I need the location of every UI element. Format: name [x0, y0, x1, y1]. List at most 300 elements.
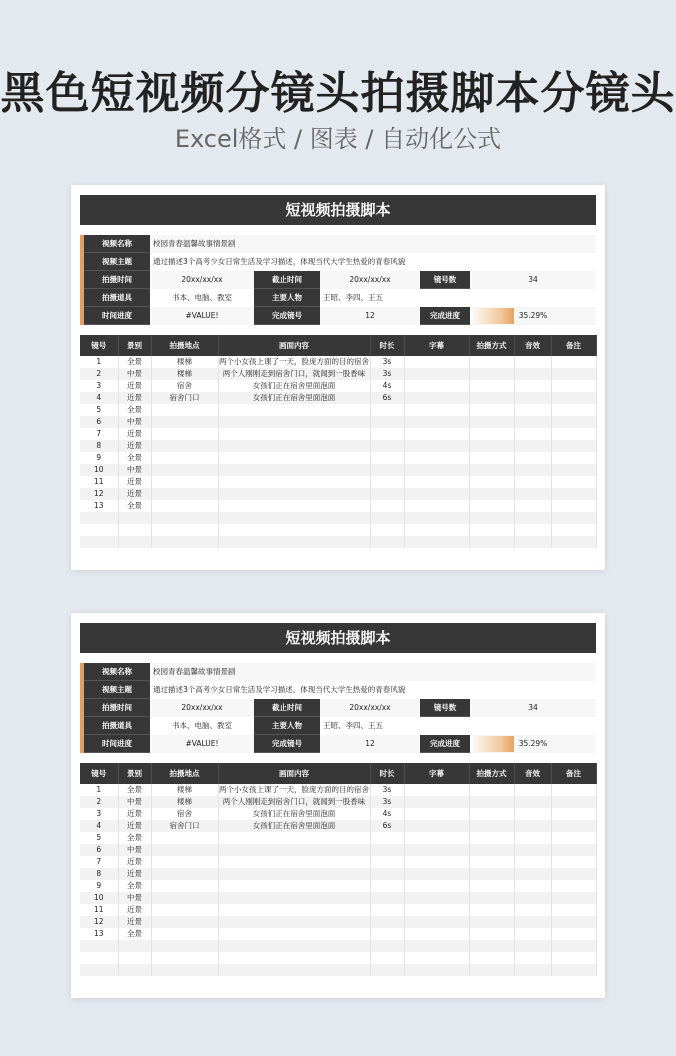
cell-subtitle[interactable]: [404, 856, 469, 868]
cell-notes[interactable]: [551, 868, 596, 880]
cell-shot-no[interactable]: 9: [80, 452, 118, 464]
header-col-content[interactable]: 画面内容: [218, 335, 370, 356]
cell-shot-no[interactable]: 6: [80, 844, 118, 856]
cell-method[interactable]: [469, 796, 514, 808]
cell-shot-no[interactable]: 11: [80, 476, 118, 488]
cell-shot-no[interactable]: 13: [80, 500, 118, 512]
cell-shot-no[interactable]: 7: [80, 856, 118, 868]
value-characters[interactable]: 王昭、李四、王五: [323, 293, 383, 302]
cell-location[interactable]: [151, 868, 218, 880]
cell-method[interactable]: [469, 368, 514, 380]
cell-shot-no[interactable]: 10: [80, 464, 118, 476]
cell-method[interactable]: [469, 820, 514, 832]
cell-notes[interactable]: [551, 392, 596, 404]
cell-shot-no[interactable]: [80, 952, 118, 964]
cell-subtitle[interactable]: [404, 380, 469, 392]
cell-notes[interactable]: [551, 536, 596, 548]
header-col-shot-size[interactable]: 景别: [118, 763, 151, 784]
cell-location[interactable]: [151, 952, 218, 964]
cell-notes[interactable]: [551, 784, 596, 796]
cell-notes[interactable]: [551, 488, 596, 500]
cell-shot-size[interactable]: 近景: [118, 820, 151, 832]
header-col-duration[interactable]: 时长: [370, 763, 404, 784]
cell-sound[interactable]: [514, 380, 551, 392]
cell-notes[interactable]: [551, 928, 596, 940]
cell-method[interactable]: [469, 356, 514, 368]
cell-location[interactable]: [151, 844, 218, 856]
cell-notes[interactable]: [551, 892, 596, 904]
cell-notes[interactable]: [551, 856, 596, 868]
cell-sound[interactable]: [514, 964, 551, 976]
header-col-shot-no[interactable]: 镜号: [80, 335, 118, 356]
cell-notes[interactable]: [551, 820, 596, 832]
cell-shot-size[interactable]: 近景: [118, 476, 151, 488]
cell-content[interactable]: [218, 928, 370, 940]
cell-method[interactable]: [469, 928, 514, 940]
cell-shot-no[interactable]: 5: [80, 404, 118, 416]
cell-notes[interactable]: [551, 904, 596, 916]
cell-subtitle[interactable]: [404, 844, 469, 856]
value-deadline[interactable]: 20xx/xx/xx: [349, 275, 391, 284]
cell-method[interactable]: [469, 428, 514, 440]
header-col-subtitle[interactable]: 字幕: [404, 335, 469, 356]
cell-content[interactable]: [218, 892, 370, 904]
cell-notes[interactable]: [551, 464, 596, 476]
progress-cell[interactable]: [470, 307, 596, 325]
cell-method[interactable]: [469, 904, 514, 916]
cell-shot-no[interactable]: [80, 524, 118, 536]
cell-notes[interactable]: [551, 832, 596, 844]
cell-subtitle[interactable]: [404, 868, 469, 880]
cell-duration[interactable]: 3s: [370, 784, 404, 796]
cell-content[interactable]: [218, 404, 370, 416]
cell-shot-no[interactable]: [80, 964, 118, 976]
cell-shot-no[interactable]: 5: [80, 832, 118, 844]
cell-notes[interactable]: [551, 940, 596, 952]
cell-content[interactable]: [218, 440, 370, 452]
cell-location[interactable]: 楼梯: [151, 356, 218, 368]
cell-shot-size[interactable]: 全景: [118, 404, 151, 416]
cell-sound[interactable]: [514, 524, 551, 536]
cell-subtitle[interactable]: [404, 904, 469, 916]
cell-subtitle[interactable]: [404, 404, 469, 416]
cell-method[interactable]: [469, 808, 514, 820]
cell-duration[interactable]: [370, 404, 404, 416]
value-video-theme[interactable]: 通过描述3个高考少女日常生活及学习描述，体现当代大学生热爱的青春风貌: [153, 257, 406, 266]
cell-location[interactable]: 宿舍: [151, 808, 218, 820]
cell-content[interactable]: 两个小女孩上课了一天，脸庞方面的目的宿舍: [219, 785, 369, 794]
cell-content[interactable]: 女孩们正在宿舍里面泡面: [218, 808, 370, 820]
cell-location[interactable]: 楼梯: [151, 368, 218, 380]
cell-content[interactable]: [218, 524, 370, 536]
cell-location[interactable]: [151, 440, 218, 452]
cell-shot-size[interactable]: [118, 964, 151, 976]
value-video-name[interactable]: 校园青春温馨故事情景剧: [153, 667, 236, 676]
header-col-location[interactable]: 拍摄地点: [151, 763, 218, 784]
cell-duration[interactable]: [370, 892, 404, 904]
cell-subtitle[interactable]: [404, 784, 469, 796]
cell-subtitle[interactable]: [404, 796, 469, 808]
cell-location[interactable]: [151, 832, 218, 844]
cell-shot-no[interactable]: 7: [80, 428, 118, 440]
cell-sound[interactable]: [514, 952, 551, 964]
cell-notes[interactable]: [551, 916, 596, 928]
value-video-name[interactable]: 校园青春温馨故事情景剧: [153, 239, 236, 248]
cell-sound[interactable]: [514, 808, 551, 820]
cell-notes[interactable]: [551, 476, 596, 488]
cell-subtitle[interactable]: [404, 368, 469, 380]
cell-duration[interactable]: 3s: [370, 796, 404, 808]
cell-sound[interactable]: [514, 904, 551, 916]
cell-duration[interactable]: [370, 964, 404, 976]
cell-content[interactable]: 女孩们正在宿舍里面泡面: [218, 820, 370, 832]
cell-notes[interactable]: [551, 808, 596, 820]
cell-duration[interactable]: 3s: [370, 356, 404, 368]
cell-subtitle[interactable]: [404, 500, 469, 512]
header-col-method[interactable]: 拍摄方式: [469, 335, 514, 356]
cell-sound[interactable]: [514, 440, 551, 452]
cell-shot-no[interactable]: 8: [80, 440, 118, 452]
cell-subtitle[interactable]: [404, 940, 469, 952]
value-shoot-time[interactable]: 20xx/xx/xx: [181, 703, 223, 712]
cell-shot-no[interactable]: [80, 940, 118, 952]
cell-shot-size[interactable]: 近景: [118, 868, 151, 880]
cell-method[interactable]: [469, 476, 514, 488]
cell-content[interactable]: [218, 952, 370, 964]
cell-shot-no[interactable]: 3: [80, 380, 118, 392]
cell-shot-size[interactable]: 全景: [118, 880, 151, 892]
cell-notes[interactable]: [551, 524, 596, 536]
cell-shot-size[interactable]: 近景: [118, 904, 151, 916]
cell-duration[interactable]: [370, 440, 404, 452]
cell-notes[interactable]: [551, 404, 596, 416]
header-col-shot-no[interactable]: 镜号: [80, 763, 118, 784]
cell-method[interactable]: [469, 844, 514, 856]
cell-shot-no[interactable]: 2: [80, 796, 118, 808]
cell-subtitle[interactable]: [404, 392, 469, 404]
progress-cell[interactable]: [470, 735, 596, 753]
cell-method[interactable]: [469, 392, 514, 404]
cell-subtitle[interactable]: [404, 808, 469, 820]
cell-location[interactable]: [151, 476, 218, 488]
cell-sound[interactable]: [514, 356, 551, 368]
cell-subtitle[interactable]: [404, 832, 469, 844]
cell-content[interactable]: [218, 904, 370, 916]
header-col-duration[interactable]: 时长: [370, 335, 404, 356]
cell-notes[interactable]: [551, 428, 596, 440]
value-props[interactable]: 书本、电脑、教室: [172, 721, 232, 730]
cell-duration[interactable]: [370, 880, 404, 892]
header-col-method[interactable]: 拍摄方式: [469, 763, 514, 784]
cell-location[interactable]: [151, 964, 218, 976]
cell-shot-size[interactable]: 近景: [118, 856, 151, 868]
cell-shot-no[interactable]: 1: [80, 356, 118, 368]
cell-shot-size[interactable]: [118, 952, 151, 964]
cell-shot-size[interactable]: 近景: [118, 392, 151, 404]
cell-shot-no[interactable]: 12: [80, 916, 118, 928]
cell-notes[interactable]: [551, 440, 596, 452]
cell-location[interactable]: [151, 488, 218, 500]
cell-content[interactable]: [218, 880, 370, 892]
cell-method[interactable]: [469, 488, 514, 500]
cell-location[interactable]: [151, 928, 218, 940]
cell-sound[interactable]: [514, 868, 551, 880]
cell-duration[interactable]: [370, 452, 404, 464]
cell-sound[interactable]: [514, 404, 551, 416]
cell-content[interactable]: [218, 512, 370, 524]
cell-shot-size[interactable]: [118, 536, 151, 548]
cell-sound[interactable]: [514, 916, 551, 928]
cell-content[interactable]: 两个人刚刚走到宿舍门口，就闻到一股香味: [218, 368, 370, 380]
cell-duration[interactable]: [370, 928, 404, 940]
cell-shot-no[interactable]: 4: [80, 392, 118, 404]
value-done-shots[interactable]: 12: [365, 739, 375, 748]
cell-method[interactable]: [469, 964, 514, 976]
cell-duration[interactable]: [370, 428, 404, 440]
header-col-sound[interactable]: 音效: [514, 335, 551, 356]
value-time-progress[interactable]: #VALUE!: [185, 739, 219, 748]
cell-subtitle[interactable]: [404, 524, 469, 536]
cell-shot-size[interactable]: 中景: [118, 464, 151, 476]
cell-location[interactable]: [151, 856, 218, 868]
cell-method[interactable]: [469, 784, 514, 796]
cell-sound[interactable]: [514, 928, 551, 940]
cell-content[interactable]: 女孩们正在宿舍里面泡面: [218, 392, 370, 404]
cell-method[interactable]: [469, 380, 514, 392]
cell-notes[interactable]: [551, 356, 596, 368]
cell-notes[interactable]: [551, 452, 596, 464]
cell-method[interactable]: [469, 856, 514, 868]
value-time-progress[interactable]: #VALUE!: [185, 311, 219, 320]
cell-notes[interactable]: [551, 380, 596, 392]
cell-location[interactable]: [151, 428, 218, 440]
cell-location[interactable]: [151, 404, 218, 416]
cell-shot-size[interactable]: 中景: [118, 416, 151, 428]
cell-sound[interactable]: [514, 392, 551, 404]
cell-duration[interactable]: [370, 940, 404, 952]
header-col-location[interactable]: 拍摄地点: [151, 335, 218, 356]
cell-duration[interactable]: [370, 952, 404, 964]
cell-subtitle[interactable]: [404, 916, 469, 928]
cell-location[interactable]: [151, 452, 218, 464]
cell-content[interactable]: [218, 452, 370, 464]
cell-content[interactable]: [218, 476, 370, 488]
cell-duration[interactable]: [370, 476, 404, 488]
cell-shot-size[interactable]: 全景: [118, 928, 151, 940]
cell-location[interactable]: [151, 512, 218, 524]
cell-notes[interactable]: [551, 964, 596, 976]
cell-shot-no[interactable]: 12: [80, 488, 118, 500]
cell-method[interactable]: [469, 952, 514, 964]
cell-duration[interactable]: [370, 856, 404, 868]
cell-duration[interactable]: 4s: [370, 380, 404, 392]
cell-shot-size[interactable]: 全景: [118, 500, 151, 512]
cell-method[interactable]: [469, 916, 514, 928]
cell-sound[interactable]: [514, 832, 551, 844]
cell-subtitle[interactable]: [404, 488, 469, 500]
cell-shot-size[interactable]: 近景: [118, 428, 151, 440]
cell-subtitle[interactable]: [404, 892, 469, 904]
value-shot-count[interactable]: 34: [528, 703, 538, 712]
cell-notes[interactable]: [551, 796, 596, 808]
cell-shot-no[interactable]: [80, 536, 118, 548]
cell-content[interactable]: [218, 464, 370, 476]
cell-sound[interactable]: [514, 488, 551, 500]
cell-method[interactable]: [469, 464, 514, 476]
cell-method[interactable]: [469, 500, 514, 512]
cell-location[interactable]: 宿舍门口: [151, 820, 218, 832]
cell-shot-size[interactable]: 近景: [118, 488, 151, 500]
cell-subtitle[interactable]: [404, 464, 469, 476]
cell-content[interactable]: [218, 500, 370, 512]
value-props[interactable]: 书本、电脑、教室: [172, 293, 232, 302]
cell-method[interactable]: [469, 452, 514, 464]
cell-sound[interactable]: [514, 428, 551, 440]
cell-subtitle[interactable]: [404, 440, 469, 452]
header-col-sound[interactable]: 音效: [514, 763, 551, 784]
cell-content[interactable]: [218, 428, 370, 440]
cell-notes[interactable]: [551, 512, 596, 524]
cell-subtitle[interactable]: [404, 512, 469, 524]
cell-method[interactable]: [469, 868, 514, 880]
cell-location[interactable]: [151, 892, 218, 904]
cell-content[interactable]: [218, 832, 370, 844]
cell-sound[interactable]: [514, 796, 551, 808]
cell-duration[interactable]: [370, 464, 404, 476]
cell-shot-size[interactable]: 近景: [118, 808, 151, 820]
cell-shot-no[interactable]: 4: [80, 820, 118, 832]
header-col-shot-size[interactable]: 景别: [118, 335, 151, 356]
cell-location[interactable]: [151, 416, 218, 428]
cell-shot-no[interactable]: 11: [80, 904, 118, 916]
cell-content[interactable]: [218, 536, 370, 548]
cell-shot-size[interactable]: 全景: [118, 832, 151, 844]
cell-duration[interactable]: 3s: [370, 368, 404, 380]
cell-shot-size[interactable]: [118, 512, 151, 524]
cell-content[interactable]: [218, 488, 370, 500]
cell-method[interactable]: [469, 404, 514, 416]
cell-content[interactable]: [218, 916, 370, 928]
cell-content[interactable]: [218, 416, 370, 428]
cell-sound[interactable]: [514, 416, 551, 428]
cell-duration[interactable]: [370, 844, 404, 856]
cell-method[interactable]: [469, 512, 514, 524]
cell-duration[interactable]: [370, 416, 404, 428]
cell-subtitle[interactable]: [404, 820, 469, 832]
cell-method[interactable]: [469, 892, 514, 904]
cell-subtitle[interactable]: [404, 964, 469, 976]
cell-shot-size[interactable]: 近景: [118, 380, 151, 392]
cell-content[interactable]: 女孩们正在宿舍里面泡面: [218, 380, 370, 392]
cell-location[interactable]: [151, 904, 218, 916]
cell-sound[interactable]: [514, 368, 551, 380]
cell-duration[interactable]: [370, 904, 404, 916]
cell-sound[interactable]: [514, 784, 551, 796]
cell-method[interactable]: [469, 832, 514, 844]
cell-duration[interactable]: 6s: [370, 820, 404, 832]
cell-subtitle[interactable]: [404, 356, 469, 368]
cell-shot-size[interactable]: 中景: [118, 796, 151, 808]
cell-subtitle[interactable]: [404, 536, 469, 548]
cell-method[interactable]: [469, 416, 514, 428]
cell-content[interactable]: [218, 844, 370, 856]
cell-location[interactable]: 楼梯: [151, 784, 218, 796]
cell-method[interactable]: [469, 536, 514, 548]
cell-sound[interactable]: [514, 500, 551, 512]
cell-duration[interactable]: [370, 500, 404, 512]
cell-shot-size[interactable]: 中景: [118, 892, 151, 904]
cell-location[interactable]: [151, 524, 218, 536]
cell-shot-no[interactable]: [80, 512, 118, 524]
cell-sound[interactable]: [514, 820, 551, 832]
cell-shot-size[interactable]: 近景: [118, 440, 151, 452]
cell-shot-no[interactable]: 8: [80, 868, 118, 880]
header-col-content[interactable]: 画面内容: [218, 763, 370, 784]
value-deadline[interactable]: 20xx/xx/xx: [349, 703, 391, 712]
cell-location[interactable]: [151, 500, 218, 512]
cell-content[interactable]: [218, 856, 370, 868]
cell-notes[interactable]: [551, 844, 596, 856]
cell-subtitle[interactable]: [404, 928, 469, 940]
cell-shot-no[interactable]: 6: [80, 416, 118, 428]
cell-shot-size[interactable]: 全景: [118, 784, 151, 796]
cell-location[interactable]: 楼梯: [151, 796, 218, 808]
cell-shot-no[interactable]: 1: [80, 784, 118, 796]
cell-shot-no[interactable]: 3: [80, 808, 118, 820]
cell-sound[interactable]: [514, 892, 551, 904]
cell-duration[interactable]: [370, 512, 404, 524]
cell-notes[interactable]: [551, 880, 596, 892]
cell-method[interactable]: [469, 880, 514, 892]
cell-sound[interactable]: [514, 880, 551, 892]
cell-subtitle[interactable]: [404, 476, 469, 488]
cell-duration[interactable]: [370, 868, 404, 880]
cell-duration[interactable]: [370, 916, 404, 928]
cell-shot-no[interactable]: 9: [80, 880, 118, 892]
cell-subtitle[interactable]: [404, 952, 469, 964]
cell-subtitle[interactable]: [404, 452, 469, 464]
cell-content[interactable]: [218, 868, 370, 880]
cell-location[interactable]: [151, 536, 218, 548]
cell-duration[interactable]: [370, 488, 404, 500]
cell-duration[interactable]: [370, 832, 404, 844]
cell-duration[interactable]: [370, 524, 404, 536]
cell-shot-size[interactable]: [118, 940, 151, 952]
cell-method[interactable]: [469, 440, 514, 452]
cell-location[interactable]: 宿舍: [151, 380, 218, 392]
cell-notes[interactable]: [551, 368, 596, 380]
cell-content[interactable]: 两个人刚刚走到宿舍门口，就闻到一股香味: [218, 796, 370, 808]
cell-shot-size[interactable]: 全景: [118, 452, 151, 464]
cell-notes[interactable]: [551, 952, 596, 964]
cell-sound[interactable]: [514, 452, 551, 464]
cell-content[interactable]: [218, 964, 370, 976]
header-col-subtitle[interactable]: 字幕: [404, 763, 469, 784]
cell-notes[interactable]: [551, 500, 596, 512]
cell-content[interactable]: [218, 940, 370, 952]
cell-duration[interactable]: 6s: [370, 392, 404, 404]
cell-shot-no[interactable]: 2: [80, 368, 118, 380]
cell-shot-size[interactable]: [118, 524, 151, 536]
cell-content[interactable]: 两个小女孩上课了一天，脸庞方面的目的宿舍: [219, 357, 369, 366]
cell-sound[interactable]: [514, 512, 551, 524]
header-col-notes[interactable]: 备注: [551, 335, 596, 356]
cell-location[interactable]: [151, 464, 218, 476]
cell-shot-size[interactable]: 中景: [118, 844, 151, 856]
cell-location[interactable]: [151, 880, 218, 892]
cell-subtitle[interactable]: [404, 880, 469, 892]
cell-sound[interactable]: [514, 536, 551, 548]
